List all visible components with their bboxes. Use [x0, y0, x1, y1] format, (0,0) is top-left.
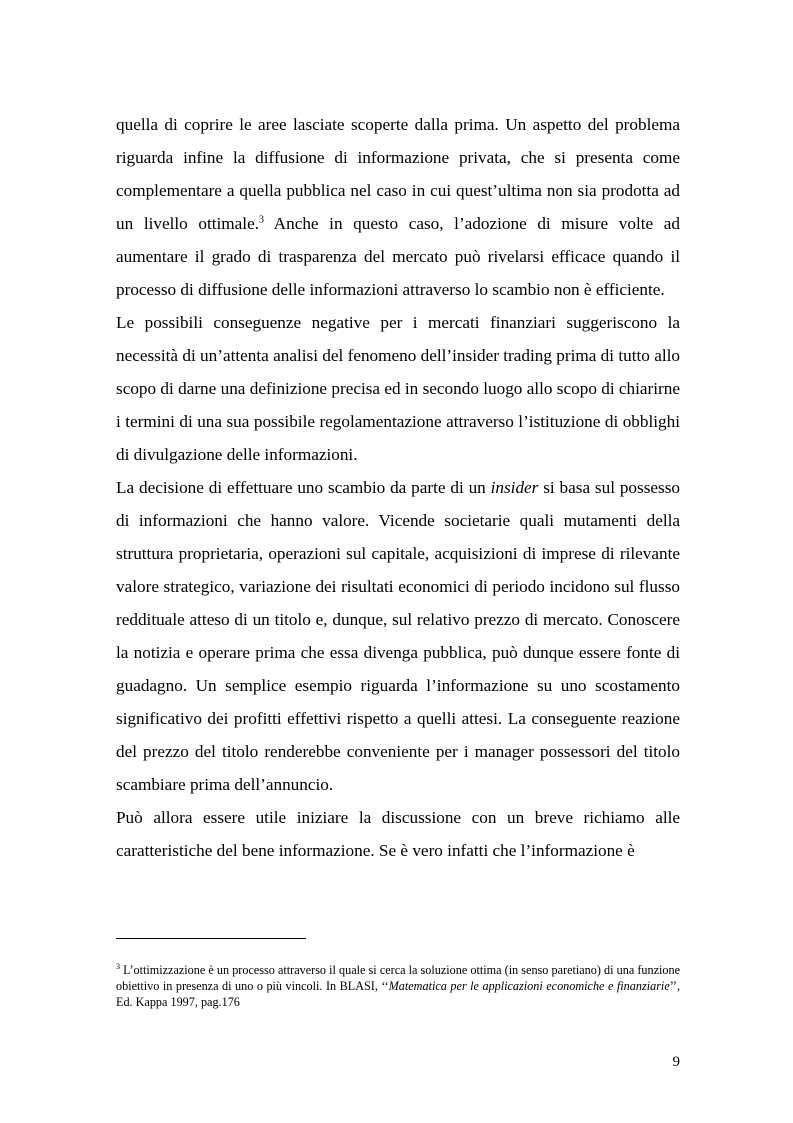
footnote-text-b: ’’, Ed. Kappa 1997, pag.176 [116, 979, 680, 1009]
paragraph-1-part-a: quella di coprire le aree lasciate scoperte dalla prima. Un aspetto del problema riguarda infine la diffusione di informazione privata, che si presenta come complementare a quella pubblica nel caso in cui quest’ultima non sia prodotta ad un livello ottimale. [116, 115, 680, 233]
footnote [116, 962, 680, 1010]
main-text [116, 108, 680, 867]
page-number: 9 [672, 1054, 680, 1070]
paragraph-1 [116, 108, 680, 306]
paragraph-3 [116, 471, 680, 801]
footnote-text-a: L’ottimizzazione è un processo attraverso il quale si cerca la soluzione ottima (in senso paretiano) di una funzione obiettivo in presenza di uno o più vincoli. In BLASI, ‘‘ [116, 963, 680, 993]
footnote-title: Matematica per le applicazioni economiche e finanziarie [388, 979, 670, 993]
paragraph-1-part-b: Anche in questo caso, l’adozione di misure volte ad aumentare il grado di trasparenza del mercato può rivelarsi efficace quando il processo di diffusione delle informazioni attraverso lo scambio non è efficiente. [116, 214, 680, 299]
paragraph-3-part-b: si basa sul possesso di informazioni che hanno valore. Vicende societarie quali mutamenti della struttura proprietaria, operazioni sul capitale, acquisizioni di imprese di rilevante valore strategico, variazione dei risultati economici di periodo incidono sul flusso reddituale atteso di un titolo e, dunque, sul relativo prezzo di mercato. Conoscere la notizia e operare prima che essa divenga pubblica, può dunque essere fonte di guadagno. Un semplice esempio riguarda l’informazione su uno scostamento significativo dei profitti effettivi rispetto a quelli attesi. La conseguente reazione del prezzo del titolo renderebbe conveniente per i manager possessori del titolo scambiare prima dell’annuncio. [116, 478, 681, 794]
footnote-reference[interactable]: 3 [259, 214, 264, 226]
footnote-separator [116, 938, 306, 939]
paragraph-4: Può allora essere utile iniziare la discussione con un breve richiamo alle caratteristiche del bene informazione. Se è vero infatti che l’informazione è [116, 808, 680, 860]
paragraph-2: Le possibili conseguenze negative per i mercati finanziari suggeriscono la necessità di un’attenta analisi del fenomeno dell’insider trading prima di tutto allo scopo di darne una definizione precisa ed in secondo luogo allo scopo di chiarirne i termini di una sua possibile regolamentazione attraverso l’istituzione di obblighi di divulgazione delle informazioni. [116, 313, 680, 464]
footnote-number: 3 [116, 961, 120, 971]
paragraph-3-emphasis: insider [490, 478, 539, 497]
paragraph-3-part-a: La decisione di effettuare uno scambio da parte di un [116, 478, 491, 497]
